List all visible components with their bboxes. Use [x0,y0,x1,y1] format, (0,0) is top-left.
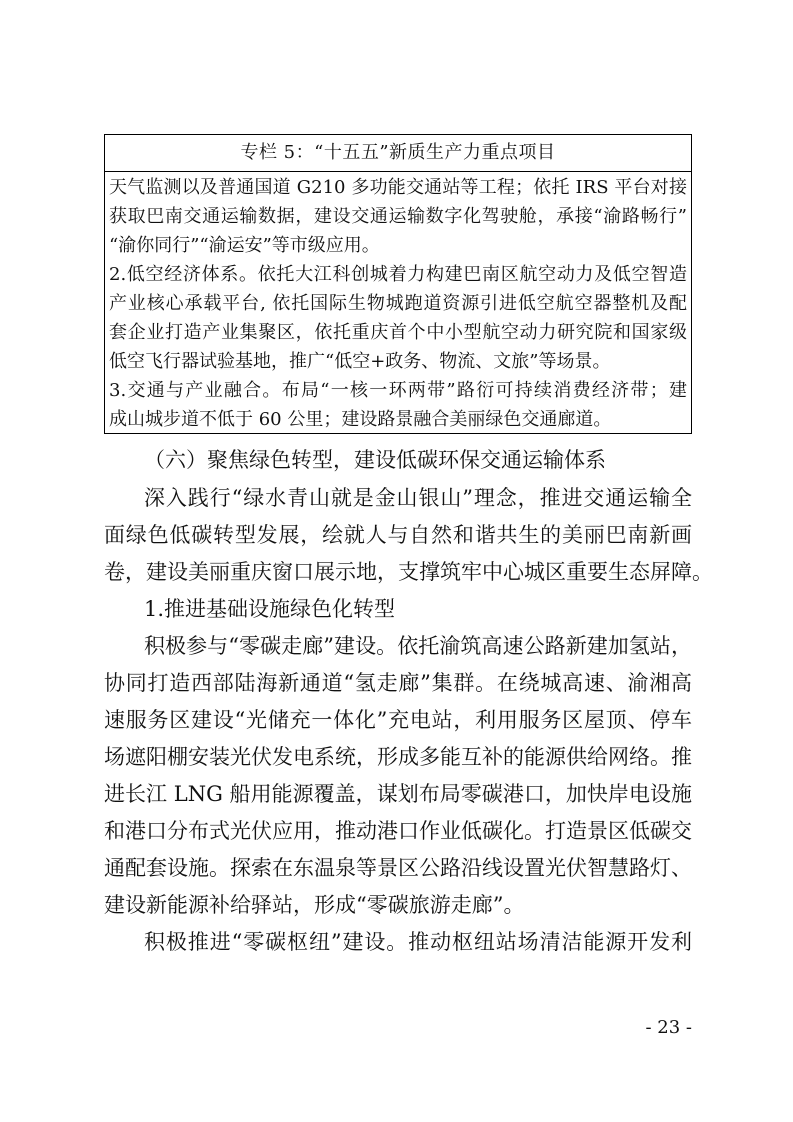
paragraph-line: 深入践行“绿水青山就是金山银山”理念，推进交通运输全 [144,486,692,510]
page-number: - 23 - [645,1017,692,1038]
section-heading: （六）聚焦绿色转型，建设低碳环保交通运输体系 [144,448,606,472]
column-line: 3.交通与产业融合。布局“一核一环两带”路衍可持续消费经济带；建 [109,380,687,401]
column-line: 低空飞行器试验基地，推广“低空+政务、物流、文旅”等场景。 [109,351,611,372]
paragraph-line: 和港口分布式光伏应用，推动港口作业低碳化。打造景区低碳交 [104,819,692,843]
column-line: 2.低空经济体系。依托大江科创城着力构建巴南区航空动力及低空智造 [109,264,687,285]
paragraph-line: 进长江 LNG 船用能源覆盖，谋划布局零碳港口，加快岸电设施 [104,782,692,806]
paragraph-line: 速服务区建设“光储充一体化”充电站，利用服务区屋顶、停车 [104,708,692,732]
column-line: 成山城步道不低于 60 公里；建设路景融合美丽绿色交通廊道。 [109,409,612,430]
column-line: 套企业打造产业集聚区，依托重庆首个中小型航空动力研究院和国家级 [109,322,687,343]
column-box [104,134,692,434]
paragraph-line: 场遮阳棚安装光伏发电系统，形成多能互补的能源供给网络。推 [104,745,692,769]
column-line: 天气监测以及普通国道 G210 多功能交通站等工程；依托 IRS 平台对接 [109,177,687,198]
column-title: 专栏 5：“十五五”新质生产力重点项目 [105,135,691,172]
paragraph-line: 卷，建设美丽重庆窗口展示地，支撑筑牢中心城区重要生态屏障。 [104,560,713,584]
paragraph-line: 建设新能源补给驿站，形成“零碳旅游走廊”。 [104,893,525,917]
column-line: 获取巴南交通运输数据，建设交通运输数字化驾驶舱，承接“渝路畅行” [109,206,687,227]
paragraph-line: 积极参与“零碳走廊”建设。依托渝筑高速公路新建加氢站， [144,634,692,658]
paragraph-line: 通配套设施。探索在东温泉等景区公路沿线设置光伏智慧路灯、 [104,856,692,880]
column-line: “渝你同行”“渝运安”等市级应用。 [109,235,380,256]
subheading: 1.推进基础设施绿色化转型 [144,597,396,621]
paragraph-line: 面绿色低碳转型发展，绘就人与自然和谐共生的美丽巴南新画 [104,523,692,547]
paragraph-line: 积极推进“零碳枢纽”建设。推动枢纽站场清洁能源开发利 [144,930,692,954]
column-line: 产业核心承载平台, 依托国际生物城跑道资源引进低空航空器整机及配 [109,293,687,314]
paragraph-line: 协同打造西部陆海新通道“氢走廊”集群。在绕城高速、渝湘高 [104,671,692,695]
